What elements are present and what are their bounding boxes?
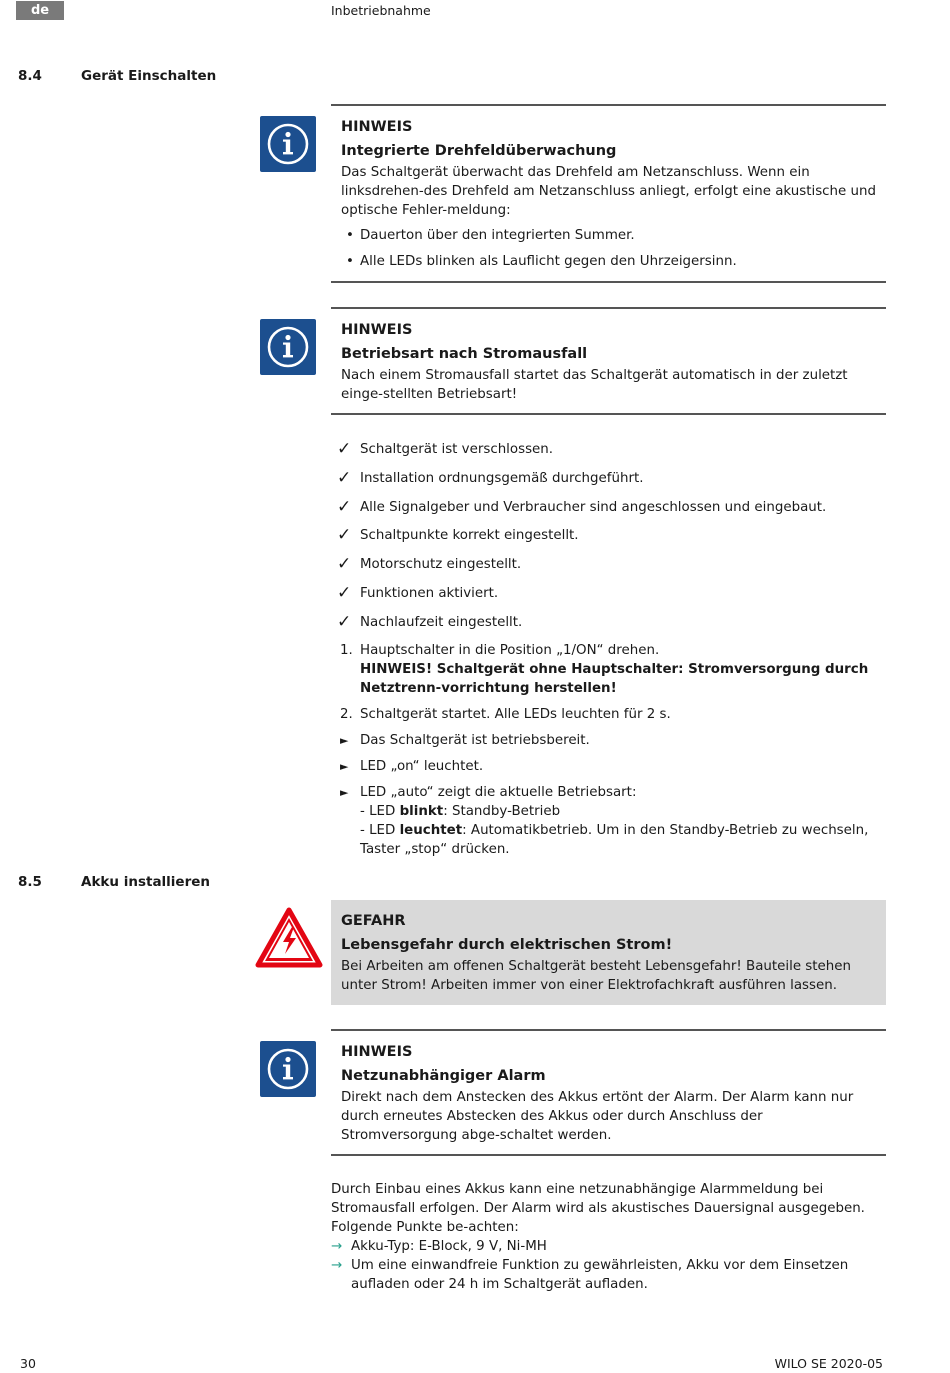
result-item bbox=[340, 731, 890, 750]
checklist-item: ✓ Schaltgerät ist verschlossen. bbox=[337, 439, 554, 459]
step-note: HINWEIS! Schaltgerät ohne Hauptschalter: Stromversorgung durch Netztrenn-vorrichtung herstellen! bbox=[360, 662, 869, 696]
checklist-item: ✓ Nachlaufzeit eingestellt. bbox=[337, 611, 523, 632]
step-text: Schaltgerät startet. Alle LEDs leuchten für 2 s. bbox=[360, 707, 671, 722]
publisher-date: WILO SE 2020-05 bbox=[774, 1356, 883, 1371]
result-item bbox=[340, 783, 890, 859]
notice-body: Das Schaltgerät überwacht das Drehfeld am Netzanschluss. Wenn ein linksdrehen-des Drehfeld am Netzanschluss anliegt, erfolgt eine akustische und optische Fehler-meldung: bbox=[341, 165, 877, 218]
notice-subtitle: Betriebsart nach Stromausfall bbox=[341, 346, 588, 362]
checkmark-icon: ✓ bbox=[337, 554, 352, 575]
notice-subtitle: Integrierte Drehfeldüberwachung bbox=[341, 143, 617, 159]
result-text: LED „auto“ zeigt die aktuelle Betriebsart: bbox=[360, 785, 637, 800]
danger-kind: GEFAHR bbox=[341, 913, 406, 929]
notice-kind: HINWEIS bbox=[341, 1044, 413, 1060]
result-text: Das Schaltgerät ist betriebsbereit. bbox=[360, 733, 590, 748]
arrow-right-icon: → bbox=[331, 1239, 343, 1254]
battery-paragraph bbox=[331, 1180, 891, 1294]
notice-bullet: • Alle LEDs blinken als Lauflicht gegen den Uhrzeigersinn. bbox=[341, 252, 876, 271]
step-text: Hauptschalter in die Position „1/ON“ drehen. bbox=[360, 643, 660, 658]
notice-box bbox=[331, 1029, 886, 1156]
result-subline: - LED leuchtet: Automatikbetrieb. Um in den Standby-Betrieb zu wechseln, Taster „stop“ drücken. bbox=[360, 823, 869, 857]
result-subline: - LED blinkt: Standby-Betrieb bbox=[360, 804, 561, 819]
checklist-item: ✓ Schaltpunkte korrekt eingestellt. bbox=[337, 525, 579, 546]
step-item bbox=[340, 705, 890, 724]
checkmark-icon: ✓ bbox=[337, 525, 352, 546]
notice-kind: HINWEIS bbox=[341, 322, 413, 338]
language-tab: de bbox=[16, 1, 64, 20]
section-title: Gerät Einschalten bbox=[81, 68, 217, 84]
checkmark-icon: ✓ bbox=[337, 582, 352, 603]
info-icon bbox=[260, 319, 316, 375]
checklist-item: ✓ Funktionen aktiviert. bbox=[337, 582, 499, 603]
result-triangle-icon: ► bbox=[340, 734, 349, 747]
section-number: 8.4 bbox=[18, 68, 42, 84]
prerequisite-checklist bbox=[337, 440, 897, 642]
result-triangle-icon: ► bbox=[340, 760, 349, 773]
section-number: 8.5 bbox=[18, 874, 42, 890]
notice-body: Nach einem Stromausfall startet das Schaltgerät automatisch in der zuletzt einge-stellten Betriebsart! bbox=[341, 368, 848, 402]
notice-box bbox=[331, 307, 886, 415]
step-number: 2. bbox=[340, 707, 353, 722]
checkmark-icon: ✓ bbox=[337, 611, 352, 632]
danger-body: Bei Arbeiten am offenen Schaltgerät besteht Lebensgefahr! Bauteile stehen unter Strom! Arbeiten immer von einer Elektrofachkraft ausführen lassen. bbox=[341, 959, 851, 993]
arrow-right-icon: → bbox=[331, 1258, 343, 1273]
procedure-steps bbox=[340, 641, 890, 866]
danger-box bbox=[331, 900, 886, 1005]
checkmark-icon: ✓ bbox=[337, 496, 352, 517]
step-number: 1. bbox=[340, 643, 353, 658]
chapter-header: Inbetriebnahme bbox=[331, 3, 431, 18]
notice-bullet: • Dauerton über den integrierten Summer. bbox=[341, 226, 876, 245]
arrow-list-item: → Um eine einwandfreie Funktion zu gewährleisten, Akku vor dem Einsetzen aufladen oder 24 h im Schaltgerät aufladen. bbox=[331, 1258, 849, 1292]
danger-subtitle: Lebensgefahr durch elektrischen Strom! bbox=[341, 937, 673, 953]
page-number: 30 bbox=[20, 1356, 36, 1371]
checkmark-icon: ✓ bbox=[337, 439, 352, 459]
info-icon bbox=[260, 1041, 316, 1097]
section-title: Akku installieren bbox=[81, 874, 211, 890]
checklist-item: ✓ Motorschutz eingestellt. bbox=[337, 554, 522, 575]
notice-kind: HINWEIS bbox=[341, 119, 413, 135]
result-item bbox=[340, 757, 890, 776]
checklist-item: ✓ Alle Signalgeber und Verbraucher sind angeschlossen und eingebaut. bbox=[337, 496, 827, 517]
checkmark-icon: ✓ bbox=[337, 467, 352, 488]
info-icon bbox=[260, 116, 316, 172]
arrow-list-item: → Akku-Typ: E-Block, 9 V, Ni-MH bbox=[331, 1239, 547, 1254]
result-text: LED „on“ leuchtet. bbox=[360, 759, 484, 774]
notice-body: Direkt nach dem Anstecken des Akkus ertönt der Alarm. Der Alarm kann nur durch erneutes Abstecken des Akkus oder durch Anschluss der Stromversorgung abge-schaltet werden. bbox=[341, 1090, 854, 1143]
electric-hazard-icon bbox=[255, 907, 323, 969]
checklist-item: ✓ Installation ordnungsgemäß durchgeführt. bbox=[337, 467, 644, 488]
step-item bbox=[340, 641, 890, 698]
notice-box bbox=[331, 104, 886, 283]
notice-subtitle: Netzunabhängiger Alarm bbox=[341, 1068, 546, 1084]
paragraph-text: Durch Einbau eines Akkus kann eine netzunabhängige Alarmmeldung bei Stromausfall erfolgen. Der Alarm wird als akustisches Dauersignal ausgegeben. Folgende Punkte be-achten: bbox=[331, 1182, 865, 1235]
result-triangle-icon: ► bbox=[340, 786, 349, 799]
